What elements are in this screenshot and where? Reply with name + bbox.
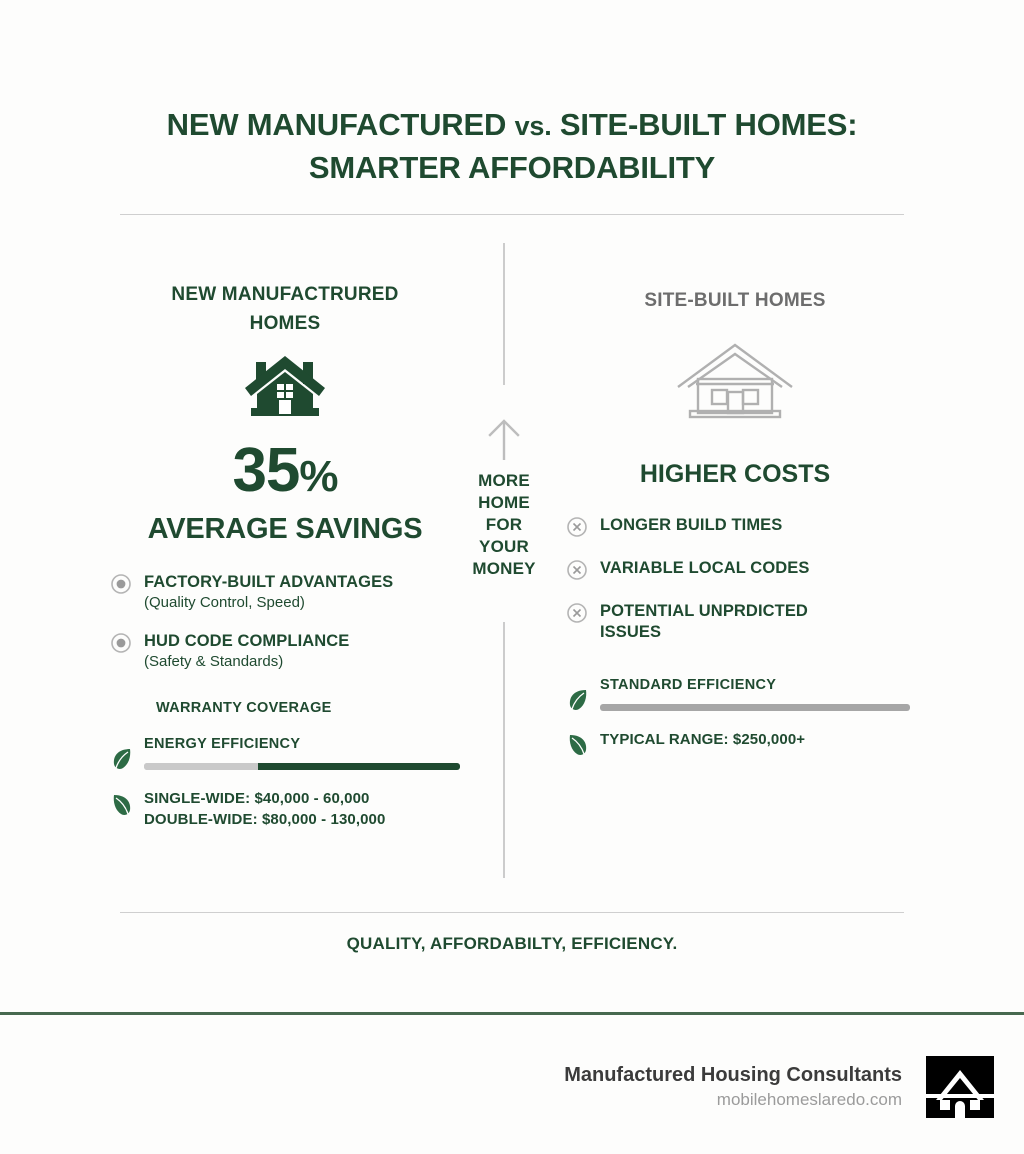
list-item <box>110 572 460 613</box>
leaf-icon <box>110 791 134 817</box>
list-item-title-cont: ISSUES <box>600 623 662 641</box>
arrow-up-icon <box>487 418 521 460</box>
list-item-title: LONGER BUILD TIMES <box>600 516 783 534</box>
title-part-pre: NEW MANUFACTURED <box>166 107 515 142</box>
center-word-1: MORE <box>478 471 530 490</box>
page-title <box>0 104 1024 188</box>
energy-efficiency-bar <box>144 763 460 770</box>
energy-bar-green-segment <box>258 763 460 770</box>
list-item <box>566 515 910 538</box>
list-item-subtitle: (Quality Control, Speed) <box>144 594 305 611</box>
title-part-vs: vs. <box>514 111 552 141</box>
standard-efficiency-label: STANDARD EFFICIENCY <box>600 677 777 693</box>
price-single-wide: SINGLE-WIDE: $40,000 - 60,000 <box>144 790 370 807</box>
list-item-title: HUD CODE COMPLIANCE <box>144 632 350 650</box>
left-bullet-list <box>110 572 460 672</box>
efficiency-bar-gray-segment <box>600 704 910 711</box>
list-item-subtitle: (Safety & Standards) <box>144 653 284 670</box>
typical-range-row <box>566 729 910 757</box>
house-outline-icon <box>674 339 796 425</box>
higher-costs-caption: HIGHER COSTS <box>639 460 831 488</box>
energy-efficiency-row <box>110 734 460 772</box>
title-line-1 <box>0 104 1024 147</box>
house-outline-icon-wrap <box>560 339 910 425</box>
company-website: mobilehomeslaredo.com <box>716 1090 902 1109</box>
leaf-icon <box>110 746 134 772</box>
title-part-post: SITE-BUILT HOMES: <box>551 107 858 142</box>
energy-bar-gray-segment <box>144 763 258 770</box>
x-circle-icon <box>566 559 588 581</box>
list-item-text <box>600 558 809 579</box>
standard-efficiency-bar <box>600 704 910 711</box>
tagline: QUALITY, AFFORDABILTY, EFFICIENCY. <box>346 934 678 953</box>
list-item-text <box>600 601 808 643</box>
right-bullet-list <box>566 515 910 643</box>
radio-dot-icon <box>110 573 132 595</box>
divider-bottom <box>120 912 904 913</box>
house-solid-icon-wrap <box>110 352 460 418</box>
list-item <box>566 558 910 581</box>
center-divider-upper <box>503 243 505 385</box>
column-manufactured-homes <box>110 280 460 830</box>
radio-dot-icon <box>110 632 132 654</box>
center-word-5: MONEY <box>472 559 536 578</box>
title-line-2: SMARTER AFFORDABILITY <box>308 150 716 185</box>
column-site-built-homes <box>560 280 910 757</box>
footer-divider <box>0 1012 1024 1015</box>
standard-efficiency-row <box>566 675 910 713</box>
footer <box>0 1050 1024 1130</box>
left-heading-line-2: HOMES <box>249 313 321 334</box>
x-circle-icon <box>566 602 588 624</box>
x-circle-icon <box>566 516 588 538</box>
leaf-icon <box>566 687 590 713</box>
right-column-heading: SITE-BUILT HOMES <box>644 290 826 311</box>
price-range-row <box>110 788 460 830</box>
energy-meter-block <box>110 698 460 830</box>
warranty-coverage-label: WARRANTY COVERAGE <box>156 700 332 716</box>
list-item <box>566 601 910 643</box>
left-heading-line-1: NEW MANUFACTRURED <box>171 284 399 305</box>
percent-sign: % <box>299 452 338 501</box>
list-item <box>110 631 460 672</box>
list-item-text <box>144 572 393 613</box>
list-item-text <box>600 515 782 536</box>
leaf-icon <box>566 731 590 757</box>
savings-percent-value: 35 <box>232 436 300 505</box>
typical-range-text: TYPICAL RANGE: $250,000+ <box>600 731 806 748</box>
left-column-heading <box>110 280 460 338</box>
savings-percent <box>110 436 460 508</box>
list-item-text <box>144 631 349 672</box>
center-word-2: HOME <box>478 493 530 512</box>
divider-top <box>120 214 904 215</box>
center-word-3: FOR <box>485 515 523 534</box>
energy-efficiency-label: ENERGY EFFICIENCY <box>144 736 301 752</box>
center-message <box>455 470 553 580</box>
center-word-4: YOUR <box>479 537 529 556</box>
efficiency-meter-block <box>566 675 910 757</box>
house-logo-icon <box>926 1056 994 1118</box>
center-divider-lower <box>503 622 505 878</box>
house-solid-icon <box>243 352 327 418</box>
list-item-title: VARIABLE LOCAL CODES <box>600 559 810 577</box>
list-item-title: POTENTIAL UNPRDICTED <box>600 602 808 620</box>
list-item-title: FACTORY-BUILT ADVANTAGES <box>144 573 394 591</box>
footer-text-block <box>564 1062 902 1112</box>
savings-caption: AVERAGE SAVINGS <box>147 513 423 545</box>
price-double-wide: DOUBLE-WIDE: $80,000 - 130,000 <box>144 811 386 828</box>
company-name: Manufactured Housing Consultants <box>564 1064 902 1086</box>
